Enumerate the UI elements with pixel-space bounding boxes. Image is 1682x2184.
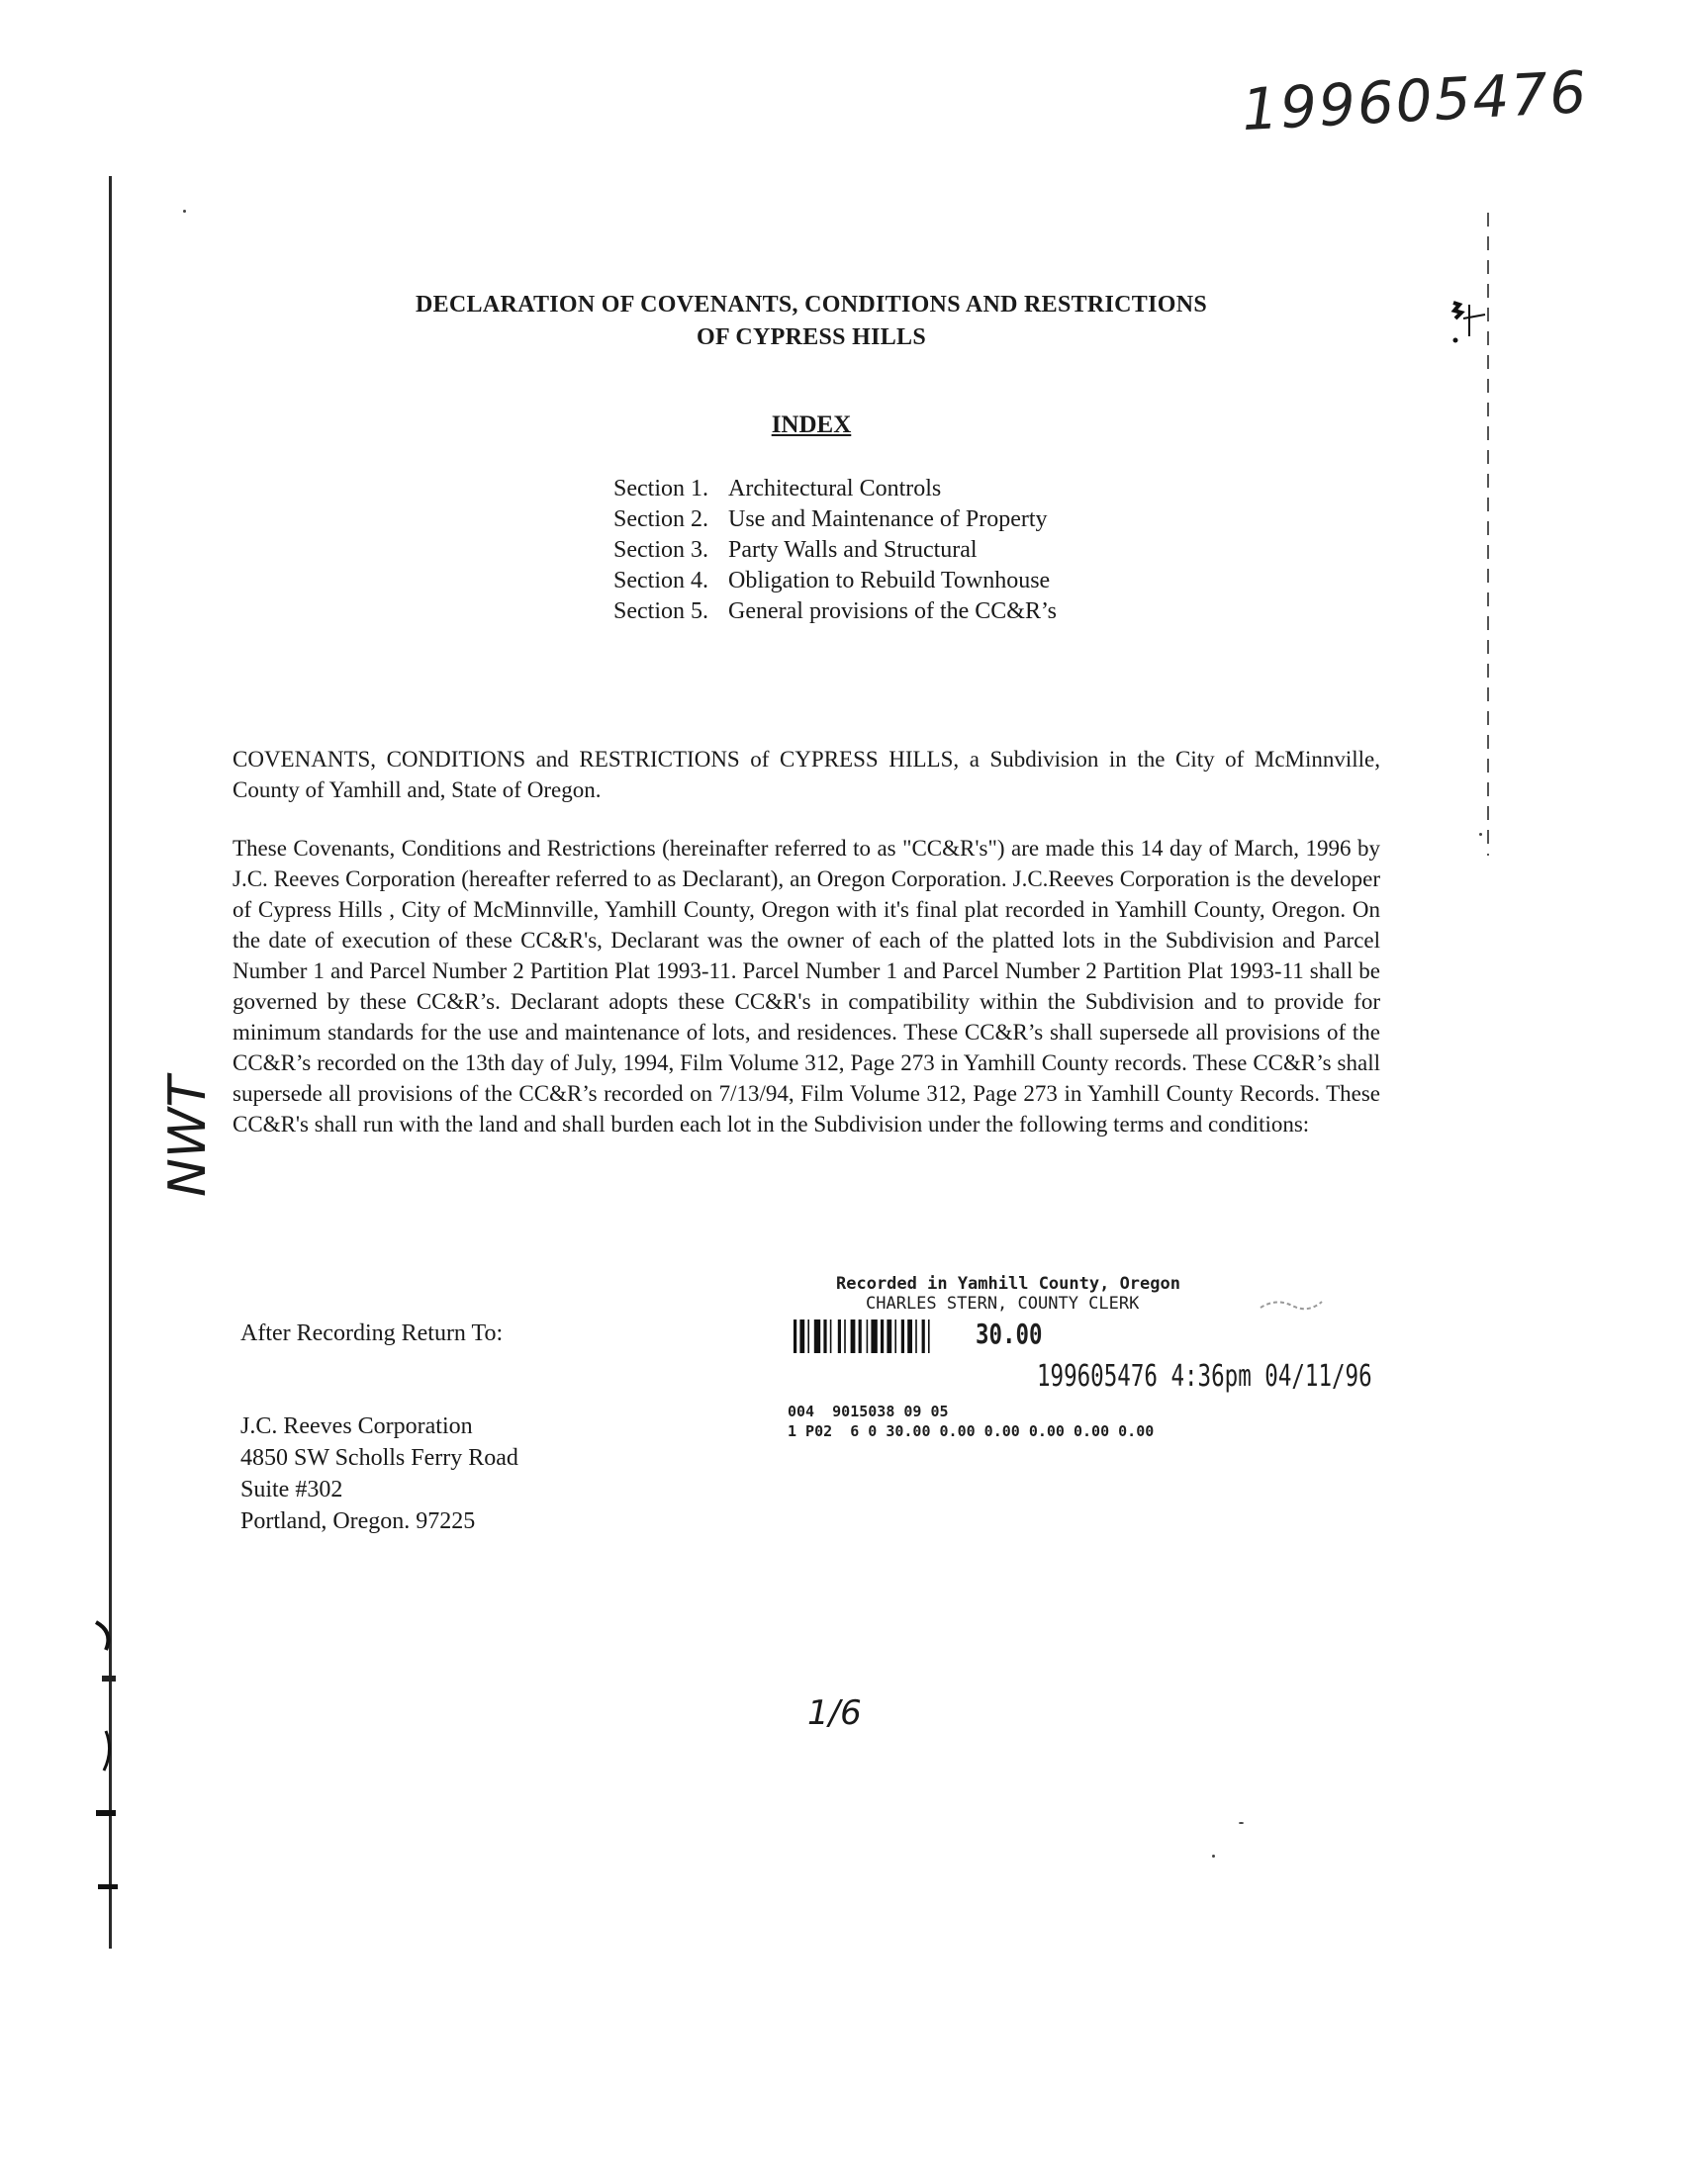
barcode-bar xyxy=(928,1320,930,1353)
index-section-label: General provisions of the CC&R’s xyxy=(728,598,1057,624)
faint-received-stamp xyxy=(1257,1294,1326,1316)
stamp-code-line-2: 1 P02 6 0 30.00 0.00 0.00 0.00 0.00 0.00 xyxy=(788,1422,1155,1440)
barcode-bar xyxy=(894,1320,896,1353)
stamp-code-line-1: 004 9015038 09 05 xyxy=(788,1403,949,1420)
stamp-clerk-line: CHARLES STERN, COUNTY CLERK xyxy=(866,1294,1140,1314)
index-section-label: Use and Maintenance of Property xyxy=(728,506,1048,532)
index-heading: INDEX xyxy=(771,411,852,438)
return-address xyxy=(240,1410,518,1537)
barcode-bar xyxy=(887,1320,891,1353)
index-section-number: Section 5. xyxy=(613,598,708,624)
index-section-number: Section 1. xyxy=(613,476,708,501)
barcode-bar xyxy=(881,1320,884,1353)
barcode-bar xyxy=(871,1320,877,1353)
scan-speck xyxy=(1239,1822,1244,1824)
document-title xyxy=(297,289,1326,354)
scan-speck xyxy=(1479,833,1482,836)
barcode-bar xyxy=(907,1320,912,1353)
index-section-label: Obligation to Rebuild Townhouse xyxy=(728,568,1051,593)
stamp-record-number: 199605476 4:36pm 04/11/96 xyxy=(1037,1359,1372,1394)
barcode-bar xyxy=(830,1320,832,1353)
index-section-number: Section 2. xyxy=(613,506,708,532)
address-line: J.C. Reeves Corporation xyxy=(240,1413,473,1439)
index-item xyxy=(613,596,1057,627)
address-line: Suite #302 xyxy=(240,1477,343,1502)
stamp-county-line: Recorded in Yamhill County, Oregon xyxy=(836,1274,1180,1294)
barcode-bar xyxy=(851,1320,856,1353)
barcode-bar xyxy=(915,1320,917,1353)
stamp-fee: 30.00 xyxy=(976,1318,1043,1350)
address-line: Portland, Oregon. 97225 xyxy=(240,1508,476,1534)
barcode-bar xyxy=(867,1320,869,1353)
index-section-number: Section 3. xyxy=(613,537,708,563)
scan-speck xyxy=(1212,1855,1215,1858)
barcode-bar xyxy=(838,1320,841,1353)
index-section-label: Party Walls and Structural xyxy=(728,537,978,563)
barcode-bar xyxy=(922,1320,925,1353)
barcode-bar xyxy=(859,1320,862,1353)
index-item xyxy=(613,535,1057,566)
left-margin-marks xyxy=(84,1602,143,1919)
handwritten-document-number: 199605476 xyxy=(1240,57,1590,144)
address-line: 4850 SW Scholls Ferry Road xyxy=(240,1445,518,1471)
barcode-bar xyxy=(901,1320,904,1353)
scan-speck xyxy=(183,210,186,213)
barcode-bar xyxy=(823,1320,826,1353)
barcode xyxy=(794,1320,967,1353)
index-section-label: Architectural Controls xyxy=(728,476,942,501)
barcode-bar xyxy=(807,1320,809,1353)
index-item xyxy=(613,504,1057,535)
intro-paragraph: COVENANTS, CONDITIONS and RESTRICTIONS of CYPRESS HILLS, a Subdivision in the City of McMinnville, County of Yamhill and, State of Oregon. xyxy=(233,747,1380,802)
barcode-bar xyxy=(794,1320,796,1353)
title-line-2: OF CYPRESS HILLS xyxy=(697,324,926,350)
index-item xyxy=(613,566,1057,596)
barcode-bar xyxy=(814,1320,820,1353)
title-line-1: DECLARATION OF COVENANTS, CONDITIONS AND RESTRICTIONS xyxy=(415,292,1208,318)
return-to-label: After Recording Return To: xyxy=(240,1320,504,1346)
barcode-bar xyxy=(844,1320,846,1353)
index-list xyxy=(613,474,1057,627)
body-paragraph: These Covenants, Conditions and Restrictions (hereinafter referred to as "CC&R's") are made this 14 day of March, 1996 by J.C. Reeves Corporation (hereafter referred to as Declarant), an Oregon Corporation. J.C.Reeves Corporation is the developer of Cypress Hills , City of McMinnville, Yamhill County, Oregon with it's final plat recorded in Yamhill County, Oregon. On the date of execution of these CC&R's, Declarant was the owner of each of the platted lots in the Subdivision and Parcel Number 1 and Parcel Number 2 Partition Plat 1993-11. Parcel Number 1 and Parcel Number 2 Partition Plat 1993-11 shall be governed by these CC&R’s. Declarant adopts these CC&R's in compatibility within the Subdivision and to provide for minimum standards for the use and maintenance of lots, and residences. These CC&R’s shall supersede all provisions of the CC&R’s recorded on the 13th day of July, 1994, Film Volume 312, Page 273 in Yamhill County records. These CC&R’s shall supersede all provisions of the CC&R’s recorded on 7/13/94, Film Volume 312, Page 273 in Yamhill County Records. These CC&R's shall run with the land and shall burden each lot in the Subdivision under the following terms and conditions: xyxy=(233,836,1380,1137)
index-section-number: Section 4. xyxy=(613,568,708,593)
page-number-handwritten: 1/6 xyxy=(807,1693,862,1733)
barcode-bar xyxy=(799,1320,804,1353)
index-item xyxy=(613,474,1057,504)
right-margin-mark xyxy=(1440,297,1489,356)
handwritten-initials: NWT xyxy=(158,1075,218,1197)
